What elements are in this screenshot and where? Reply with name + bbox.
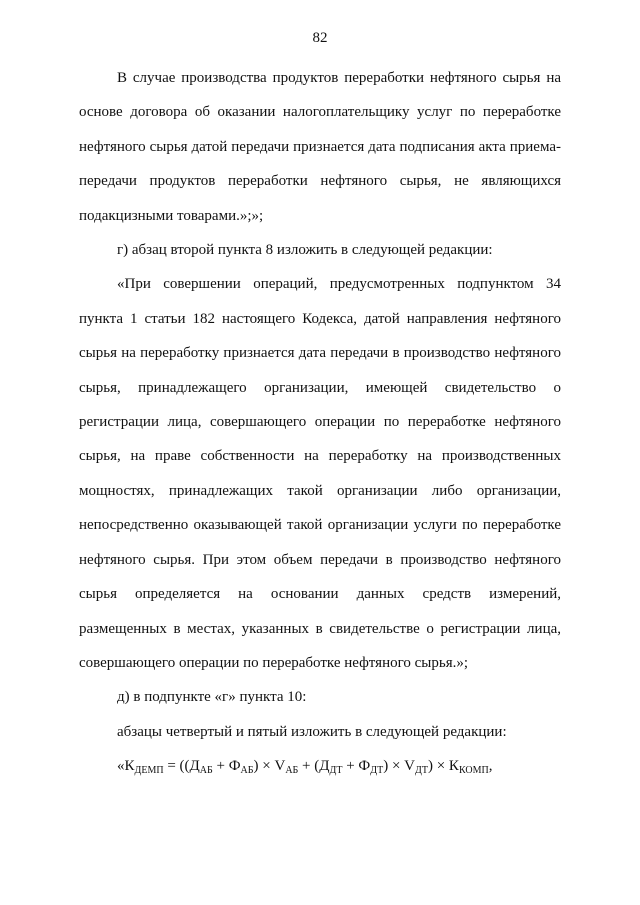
formula-part: + (: [298, 758, 320, 775]
formula-part: +: [342, 758, 359, 775]
formula-symbol: Ф: [358, 758, 371, 775]
paragraph-operations-date: «При совершении операций, предусмотренных подпунктом 34 пункта 1 статьи 182 настоящего Кодекса, датой направления нефтяного сырья на переработку признается дата передачи в производство нефтяного сырья, принадлежащего организации, имеющей свидетельство о регистрации лица, совершающего операции по переработке нефтяного сырья, на праве собственности на переработку на производственных мощностях, принадлежащих такой организации либо организации, непосредственно оказывающей такой организации услуги по переработке нефтяного сырья. При этом объем передачи в производство нефтяного сырья определяется на основании данных средств измерений, размещенных в местах, указанных в свидетельстве о регистрации лица, совершающего операции по переработке нефтяного сырья.»;: [79, 276, 561, 671]
formula-subscript: ДЕМП: [134, 765, 164, 777]
formula-symbol: Д: [319, 758, 330, 775]
formula-symbol: V: [274, 758, 286, 775]
paragraph-abzacy: абзацы четвертый и пятый изложить в следующей редакции:: [117, 723, 507, 740]
formula-subscript: АБ: [240, 765, 254, 777]
formula-part: ,: [488, 758, 493, 775]
paragraph-item-g: г) абзац второй пункта 8 изложить в следующей редакции:: [117, 242, 493, 259]
formula-subscript: ДТ: [370, 765, 384, 777]
formula-part: +: [212, 758, 229, 775]
formula-part: ) ×: [253, 758, 275, 775]
formula-subscript: АБ: [285, 765, 299, 777]
page-number: 82: [312, 30, 328, 46]
formula-subscript: АБ: [199, 765, 213, 777]
formula-symbol: К: [124, 758, 135, 775]
paragraph-item-d: д) в подпункте «г» пункта 10:: [117, 689, 307, 706]
formula-part: «: [117, 758, 125, 775]
formula-subscript: ДТ: [329, 765, 343, 777]
formula-symbol: Д: [189, 758, 200, 775]
formula-symbol: К: [448, 758, 459, 775]
document-body: [79, 61, 561, 784]
formula-subscript: КОМП: [458, 765, 489, 777]
formula-symbol: Ф: [228, 758, 241, 775]
formula-subscript: ДТ: [415, 765, 428, 777]
formula-part: ) ×: [427, 758, 449, 775]
formula-symbol: V: [404, 758, 416, 775]
formula-k-demp: [79, 749, 561, 783]
formula-part: ) ×: [383, 758, 405, 775]
paragraph-production-date: В случае производства продуктов переработки нефтяного сырья на основе договора об оказании налогоплательщику услуг по переработке нефтяного сырья датой передачи признается дата подписания акта приема-передачи продуктов переработки нефтяного сырья, не являющихся подакцизными товарами.»;»;: [79, 70, 561, 224]
formula-part: = ((: [163, 758, 190, 775]
